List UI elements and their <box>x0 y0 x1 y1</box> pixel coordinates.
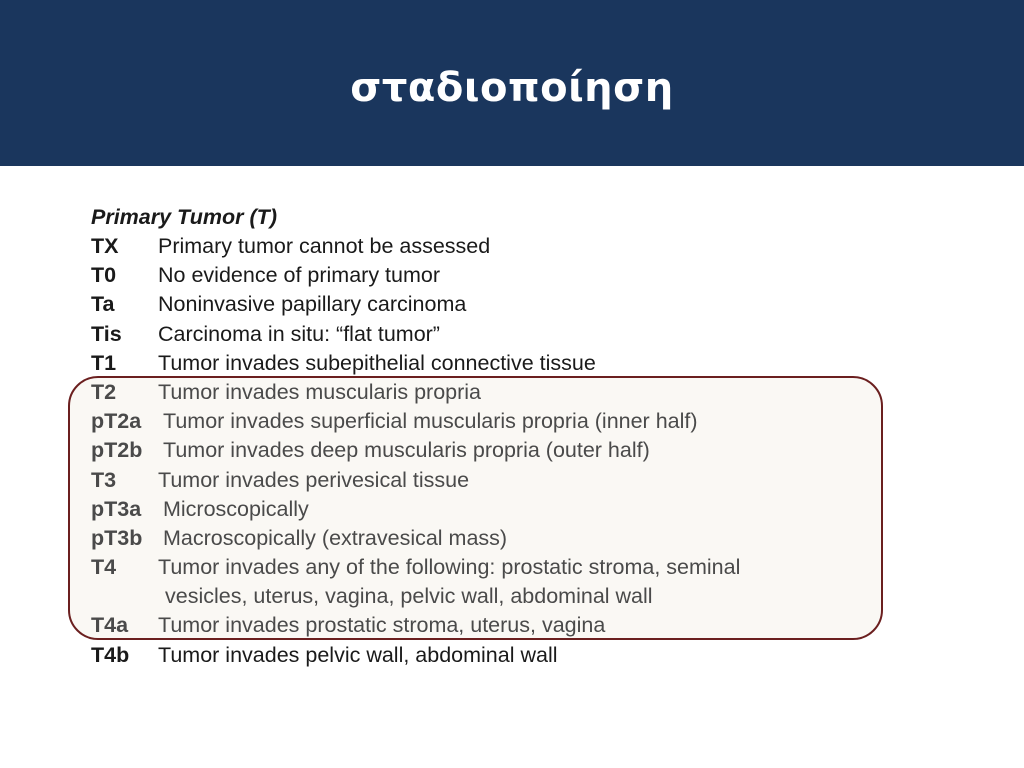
stage-description: Noninvasive papillary carcinoma <box>158 292 467 317</box>
stage-code: Tis <box>91 321 122 346</box>
staging-row-pt2b <box>91 436 971 465</box>
slide-title: σταδιοποίηση <box>350 65 674 111</box>
stage-code: T4 <box>91 555 117 580</box>
staging-row-t2 <box>91 378 971 407</box>
staging-row-pt2a <box>91 407 971 436</box>
stage-description: Tumor invades prostatic stroma, uterus, vagina <box>158 613 606 638</box>
staging-row-pt3b <box>91 524 971 553</box>
stage-code: T1 <box>91 350 117 375</box>
staging-row-ta <box>91 290 971 319</box>
staging-row-t1 <box>91 349 971 378</box>
stage-code: T0 <box>91 263 117 288</box>
stage-code: TX <box>91 234 119 258</box>
stage-code: Ta <box>91 292 115 317</box>
stage-description: Macroscopically (extravesical mass) <box>163 525 508 550</box>
staging-row-t4-continued <box>91 582 971 611</box>
stage-description: Tumor invades muscularis propria <box>158 379 482 404</box>
stage-code: T3 <box>91 467 117 492</box>
stage-description: Microscopically <box>163 496 309 521</box>
stage-code: pT3a <box>91 496 142 521</box>
stage-description: Primary tumor cannot be assessed <box>158 234 491 258</box>
staging-row-pt3a <box>91 495 971 524</box>
stage-description: Carcinoma in situ: “flat tumor” <box>158 321 440 346</box>
stage-description: Tumor invades perivesical tissue <box>158 467 470 492</box>
stage-code: pT2b <box>91 438 143 463</box>
stage-code: pT2a <box>91 409 142 434</box>
stage-description: vesicles, uterus, vagina, pelvic wall, abdominal wall <box>165 584 653 609</box>
stage-description: Tumor invades superficial muscularis propria (inner half) <box>163 409 698 434</box>
staging-row-t4a <box>91 611 971 640</box>
stage-code: T2 <box>91 379 117 404</box>
stage-code: T4a <box>91 613 129 638</box>
staging-row-t4 <box>91 553 971 582</box>
stage-code: pT3b <box>91 525 143 550</box>
stage-description: No evidence of primary tumor <box>158 263 440 288</box>
staging-row-t0 <box>91 261 971 290</box>
stage-code: T4b <box>91 642 130 667</box>
staging-row-tx <box>91 232 971 261</box>
staging-heading: Primary Tumor (T) <box>91 205 277 229</box>
staging-row-tis <box>91 320 971 349</box>
stage-description: Tumor invades subepithelial connective tissue <box>158 350 596 375</box>
staging-table <box>91 203 971 670</box>
stage-description: Tumor invades any of the following: prostatic stroma, seminal <box>158 555 741 580</box>
stage-description: Tumor invades pelvic wall, abdominal wall <box>158 642 558 667</box>
stage-description: Tumor invades deep muscularis propria (outer half) <box>163 438 650 463</box>
staging-row-t4b <box>91 641 971 670</box>
staging-row-t3 <box>91 466 971 495</box>
